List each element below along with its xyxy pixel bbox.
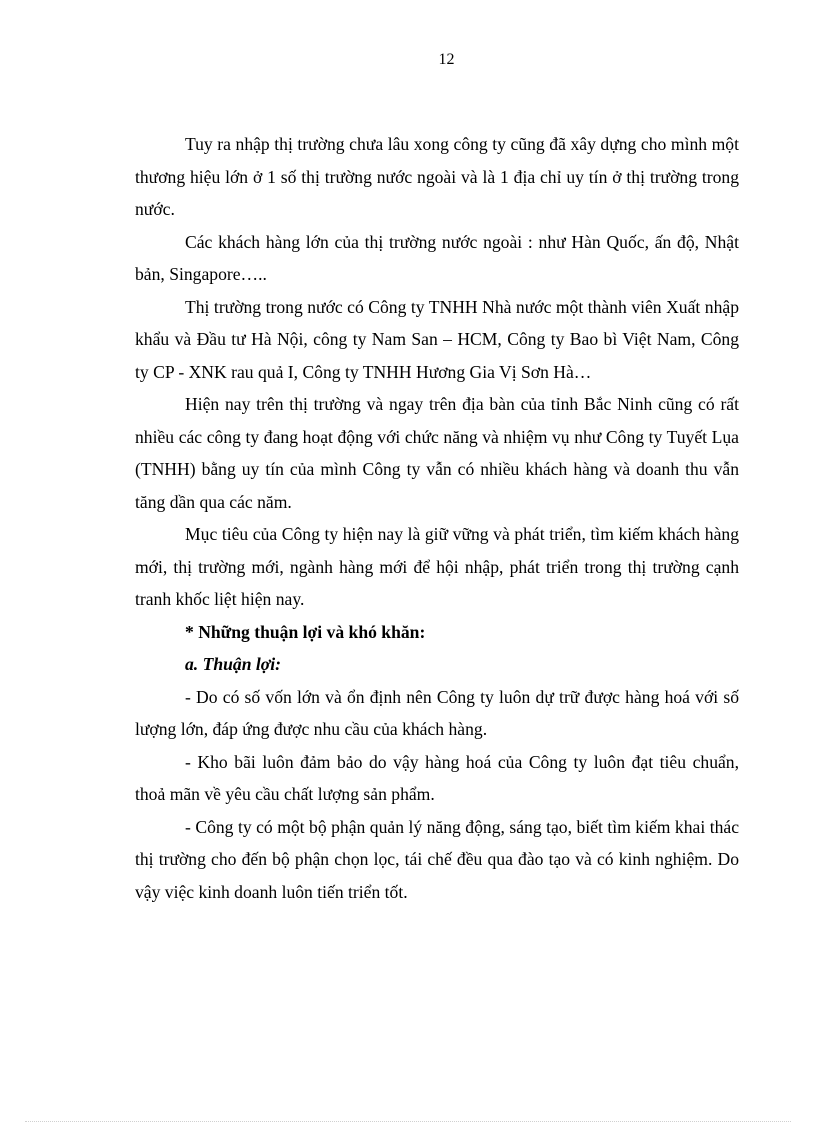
section-heading: * Những thuận lợi và khó khăn: [185,621,426,642]
paragraph-brand: Tuy ra nhập thị trường chưa lâu xong công ty cũng đã xây dựng cho mình một thương hiệu lớn ở 1 số thị trường nước ngoài và là 1 địa chỉ uy tín ở thị trường trong nước. [135,134,739,219]
advantage-item-warehouse: - Kho bãi luôn đảm bảo do vậy hàng hoá của Công ty luôn đạt tiêu chuẩn, thoả mãn về yêu cầu chất lượng sản phẩm. [135,751,739,804]
advantage-item-capital: - Do có số vốn lớn và ổn định nên Công ty luôn dự trữ được hàng hoá với số lượng lớn, đáp ứng được nhu cầu của khách hàng. [135,686,739,739]
advantage-item-management: - Công ty có một bộ phận quản lý năng động, sáng tạo, biết tìm kiếm khai thác thị trường cho đến bộ phận chọn lọc, tái chế đều qua đào tạo và có kinh nghiệm. Do vậy việc kinh doanh luôn tiến triển tốt. [135,816,739,902]
paragraph-foreign-customers: Các khách hàng lớn của thị trường nước ngoài : như Hàn Quốc, ấn độ, Nhật bản, Singapore….. [135,231,739,284]
paragraph-domestic-market: Thị trường trong nước có Công ty TNHH Nhà nước một thành viên Xuất nhập khẩu và Đầu tư Hà Nội, công ty Nam San – HCM, Công ty Bao bì Việt Nam, Công ty CP - XNK rau quả I, Công ty TNHH Hương Gia Vị Sơn Hà… [135,296,739,382]
section-subheading: a. Thuận lợi: [185,654,281,674]
page-bottom-divider [25,1121,791,1122]
paragraph-local-competition: Hiện nay trên thị trường và ngay trên địa bàn của tỉnh Bắc Ninh cũng có rất nhiều các công ty đang hoạt động với chức năng và nhiệm vụ như Công ty Tuyết Lụa (TNHH) bằng uy tín của mình Công ty vẫn có nhiều khách hàng và doanh thu vẫn tăng dần qua các năm. [135,394,739,512]
page-number: 12 [438,51,455,68]
document-body [135,128,739,908]
paragraph-company-goals: Mục tiêu của Công ty hiện nay là giữ vững và phát triển, tìm kiếm khách hàng mới, thị trường mới, ngành hàng mới để hội nhập, phát triển trong thị trường cạnh tranh khốc liệt hiện nay. [135,524,739,609]
